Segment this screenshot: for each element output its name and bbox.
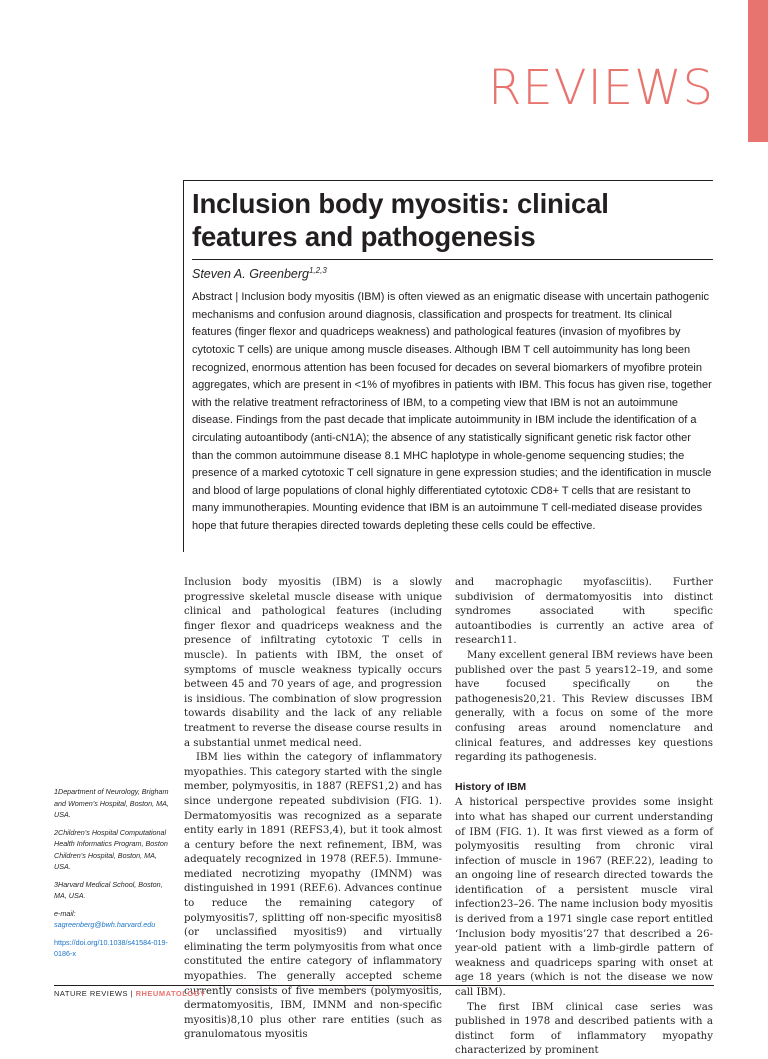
affiliation: 3Harvard Medical School, Boston, MA, USA. — [54, 879, 163, 900]
title-divider — [192, 259, 713, 260]
affiliations-sidebar — [54, 786, 172, 966]
journal-subject: RHEUMATOLOGY — [135, 989, 206, 998]
section-heading: History of IBM — [455, 780, 527, 793]
section-label: REVIEWS — [488, 60, 714, 116]
doi-link[interactable]: https://doi.org/10.1038/s41584-019-0186-x — [54, 937, 168, 958]
title-block — [183, 180, 713, 552]
body-column-2 — [455, 576, 713, 1059]
footer — [54, 989, 205, 998]
author-line — [192, 266, 713, 281]
affiliation: 2Children’s Hospital Computational Health Informatics Program, Boston Children’s Hospital, Boston, MA, USA. — [54, 827, 168, 871]
abstract: Abstract | Inclusion body myositis (IBM) is often viewed as an enigmatic disease with uncertain pathogenic mechanisms and confusion around diagnosis, classification and prospects for treatment. Its clinical features (finger flexor and quadriceps weakness) and pathological features (invasion of myofibres by cytotoxic T cells) are unique among muscle diseases. Although IBM T cell autoimmunity has long been recognized, enormous attention has been focused for decades on several biomarkers of myofibre protein aggregates, which are present in <1% of myofibres in patients with IBM. This focus has given rise, together with the relative treatment refractoriness of IBM, to a competing view that IBM is not an autoimmune disease. Findings from the past decade that implicate autoimmunity in IBM include the identification of a circulating autoantibody (anti-cN1A); the absence of any statistically significant genetic risk factor other than the common autoimmune disease 8.1 MHC haplotype in whole-genome sequencing studies; the presence of a marked cytotoxic T cell signature in gene expression studies; and the identification in muscle and blood of large populations of clonal highly differentiated cytotoxic CD8+ T cells that are resistant to many immunotherapies. Mounting evidence that IBM is an autoimmune T cell-mediated disease provides hope that future therapies directed towards depleting these cells could be effective. — [192, 291, 712, 532]
body-paragraph: and macrophagic myofasciitis). Further subdivision of dermatomyositis into distinct syndromes associated with specific autoantibodies is currently an active area of research11. — [455, 577, 713, 647]
section-tab-marker — [748, 0, 768, 142]
body-paragraph: Many excellent general IBM reviews have been published over the past 5 years12–19, and some have focused specifically on the pathogenesis20,21. This Review discusses IBM generally, with a focus on some of the more confusing areas around nomenclature and clinical features, and addresses key questions regarding its pathogenesis. — [455, 649, 713, 764]
email-label: e-mail: — [54, 908, 76, 918]
footer-divider — [54, 985, 714, 986]
body-paragraph: The first IBM clinical case series was published in 1978 and described patients with a distinct form of inflammatory myopathy characterized by prominent — [455, 1001, 713, 1057]
footer-separator: | — [130, 989, 133, 998]
article-title: Inclusion body myositis: clinical features and pathogenesis — [192, 188, 609, 252]
author-name: Steven A. Greenberg — [192, 267, 309, 282]
author-affiliation-marks: 1,2,3 — [308, 266, 327, 275]
email-link[interactable]: sagreenberg@bwh.harvard.edu — [54, 920, 156, 929]
body-paragraph: Inclusion body myositis (IBM) is a slowly progressive skeletal muscle disease with unique clinical and pathological features (including finger flexor and quadriceps weakness and the presence of infiltrating cytotoxic T cells in muscle). In patients with IBM, the onset of symptoms of muscle weakness typically occurs between 45 and 70 years of age, and progression is insidious. The combination of slow progression towards disability and the lack of any reliable treatment to reverse the disease course results in a substantial unmet medical need. — [184, 577, 442, 749]
contact-email — [54, 908, 172, 931]
affiliation: 1Department of Neurology, Brigham and Women’s Hospital, Boston, MA, USA. — [54, 787, 169, 819]
body-column-1 — [184, 576, 442, 1043]
body-paragraph: IBM lies within the category of inflammatory myopathies. This category started with the single member, polymyositis, in 1887 (REFS1,2) and has since undergone repeated subdivision (FIG. 1). Dermatomyositis was recognized as a separate entity early in 1891 (REFS3,4), but it took almost a century before the next refinement, IBM, was adequately recognized in 1978 (REF.5). Immune-mediated necrotizing myopathy (IMNM) was distinguished in 1991 (REF.6). Advances continue to reduce the remaining category of polymyositis7, splitting off non-specific myositis8 (or unclassified myositis9) and virtually eliminating the term polymyositis from what once constituted the entire category of inflammatory myopathies. The generally accepted scheme currently consists of five members (polymyositis, dermatomyositis, IBM, IMNM and non-specific myositis)8,10 plus other rare entities (such as granulomatous myositis — [184, 752, 442, 1041]
journal-name: NATURE REVIEWS — [54, 989, 128, 998]
body-paragraph: A historical perspective provides some insight into what has shaped our current understanding of IBM (FIG. 1). It was first viewed as a form of polymyositis resulting from chronic viral infection of muscle in 1967 (REF.22), leading to an ongoing line of research directed towards the identification of a persistent muscle viral infection23–26. The name inclusion body myositis is derived from a 1971 single case report entitled ‘Inclusion body myositis’27 that described a 26-year-old patient with a limb-girdle pattern of weakness and quadriceps sparing with onset at age 18 years (which is not the disease we now call IBM). — [455, 797, 713, 999]
